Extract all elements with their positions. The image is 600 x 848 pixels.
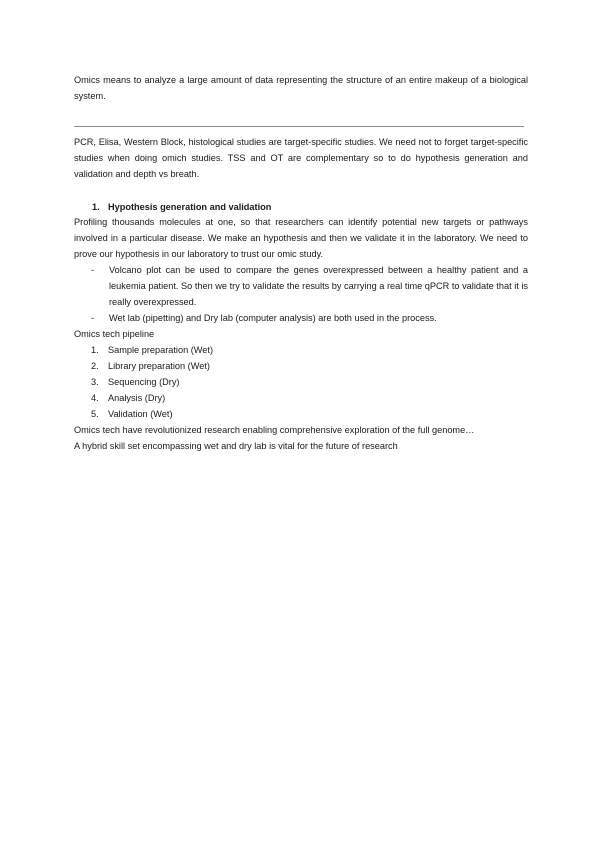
- step-number: 5.: [91, 409, 99, 419]
- bullet-marker: -: [91, 313, 95, 323]
- pipeline-step: [74, 406, 528, 422]
- step-text: Analysis (Dry): [108, 393, 166, 403]
- closing-line: Omics tech have revolutionized research enabling comprehensive exploration of the full genome…: [74, 425, 475, 435]
- step-number: 2.: [91, 361, 99, 371]
- step-text: Sequencing (Dry): [108, 377, 180, 387]
- section-body: [74, 214, 528, 454]
- section-heading: [92, 199, 271, 215]
- target-specific-text: PCR, Elisa, Western Block, histological studies are target-specific studies. We need not to forget target-specific studies when doing omich studies. TSS and OT are complementary so to do hypothesis generation and validation and depth vs breath.: [74, 137, 528, 179]
- pipeline-title: Omics tech pipeline: [74, 329, 155, 339]
- intro-text: Omics means to analyze a large amount of data representing the structure of an entire makeup of a biological system.: [74, 75, 528, 101]
- bullet-item: [74, 262, 528, 310]
- step-text: Validation (Wet): [108, 409, 173, 419]
- step-number: 1.: [91, 345, 99, 355]
- intro-paragraph: [74, 72, 528, 104]
- bullet-text: Volcano plot can be used to compare the genes overexpressed between a healthy patient and a leukemia patient. So then we try to validate the results by carrying a real time qPCR to validate that it is really overexpressed.: [109, 265, 528, 307]
- step-text: Library preparation (Wet): [108, 361, 210, 371]
- pipeline-step: [74, 358, 528, 374]
- bullet-item: [74, 310, 528, 326]
- step-text: Sample preparation (Wet): [108, 345, 214, 355]
- section-paragraph: Profiling thousands molecules at one, so that researchers can identify potential new targets or pathways involved in a particular disease. We make an hypothesis and then we validate it in the laboratory. We need to prove our hypothesis in our laboratory to trust our omic study.: [74, 217, 528, 259]
- section-title: Hypothesis generation and validation: [108, 202, 272, 212]
- section-number: 1.: [92, 202, 100, 212]
- pipeline-step: [74, 390, 528, 406]
- horizontal-divider: [74, 126, 524, 127]
- closing-line: A hybrid skill set encompassing wet and dry lab is vital for the future of research: [74, 441, 398, 451]
- step-number: 3.: [91, 377, 99, 387]
- step-number: 4.: [91, 393, 99, 403]
- target-specific-paragraph: [74, 134, 528, 182]
- pipeline-step: [74, 342, 528, 358]
- bullet-marker: -: [91, 265, 95, 275]
- bullet-text: Wet lab (pipetting) and Dry lab (computer analysis) are both used in the process.: [109, 313, 437, 323]
- pipeline-step: [74, 374, 528, 390]
